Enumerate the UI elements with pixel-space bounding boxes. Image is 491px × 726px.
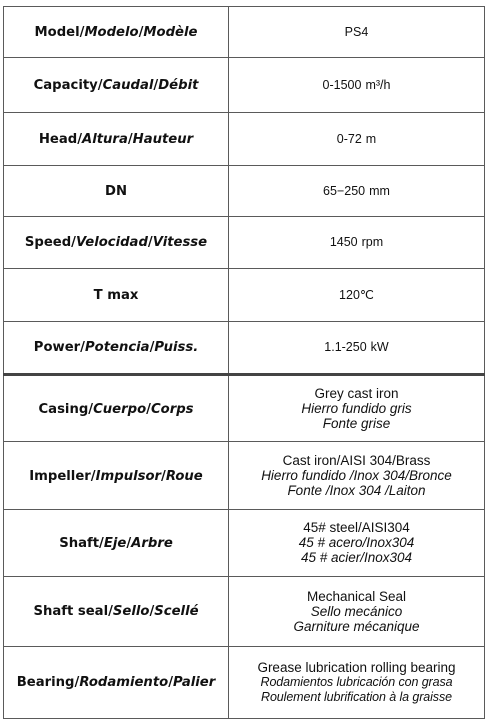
row-label: DN — [105, 183, 127, 199]
label-cell — [4, 166, 229, 216]
label-fr: Modèle — [143, 25, 198, 41]
table-row — [4, 576, 485, 646]
row-label: Capacity/Caudal/Débit — [33, 78, 199, 94]
row-label: T max — [93, 287, 139, 303]
table-row — [4, 510, 485, 576]
label-cell — [4, 58, 229, 113]
row-label: Speed/Velocidad/Vitesse — [24, 235, 208, 251]
tmax-value: 120 — [339, 287, 360, 302]
spec-table — [3, 6, 485, 719]
label-fr: Palier — [173, 675, 216, 691]
material-es: Rodamientos lubricación con grasa — [260, 674, 453, 689]
label-cell — [4, 7, 229, 58]
label-en: Model — [34, 25, 80, 41]
label-fr: Scellé — [154, 604, 199, 620]
shaft-material — [229, 520, 484, 565]
row-label: Head/Altura/Hauteur — [38, 132, 194, 148]
table-row — [4, 374, 485, 441]
label-fr: Vitesse — [152, 235, 208, 251]
table-row — [4, 166, 485, 216]
row-label: Impeller/Impulsor/Roue — [29, 468, 203, 484]
capacity-value: 0-1500 — [322, 78, 362, 93]
table-row — [4, 58, 485, 113]
material-en: Grease lubrication rolling bearing — [257, 659, 456, 675]
value-cell — [229, 113, 485, 166]
power-value: 1.1-250 — [324, 340, 367, 355]
value-cell — [229, 321, 485, 374]
table-row — [4, 7, 485, 58]
material-es: Sello mecánico — [310, 603, 403, 619]
label-cell — [4, 268, 229, 321]
shaft-seal-material — [229, 589, 484, 634]
table-row — [4, 216, 485, 268]
value-cell — [229, 510, 485, 576]
label-fr: Roue — [165, 468, 203, 484]
label-en: Capacity — [33, 78, 98, 94]
label-es: Impulsor — [95, 468, 162, 484]
label-en: Impeller — [29, 468, 91, 484]
table-row — [4, 321, 485, 374]
table-row — [4, 646, 485, 718]
label-cell — [4, 510, 229, 576]
value-cell — [229, 216, 485, 268]
material-en: Cast iron/AISI 304/Brass — [282, 453, 431, 469]
label-cell — [4, 576, 229, 646]
value-cell — [229, 58, 485, 113]
speed-value: 1450 — [329, 235, 358, 250]
label-es: Cuerpo — [93, 401, 147, 417]
label-cell — [4, 442, 229, 510]
label-cell — [4, 113, 229, 166]
material-en: Mechanical Seal — [306, 588, 407, 604]
row-label: Shaft seal/Sello/Scellé — [33, 604, 199, 620]
label-en: Head — [38, 132, 78, 148]
value-cell — [229, 7, 485, 58]
bearing-material — [229, 660, 484, 705]
material-fr: Fonte /Inox 304 /Laiton — [287, 483, 426, 499]
label-es: Caudal — [102, 78, 154, 94]
label-en: Bearing — [16, 675, 75, 691]
row-label: Model/Modelo/Modèle — [34, 25, 198, 41]
material-es: Hierro fundido /Inox 304/Bronce — [261, 468, 452, 484]
dn-unit: mm — [369, 183, 390, 198]
label-cell — [4, 321, 229, 374]
label-cell — [4, 646, 229, 718]
casing-material — [229, 386, 484, 431]
row-label: Bearing/Rodamiento/Palier — [16, 675, 216, 691]
label-fr: Hauteur — [132, 132, 194, 148]
material-en: 45# steel/AISI304 — [303, 520, 410, 536]
label-es: Eje — [103, 535, 127, 551]
label-en: Shaft seal — [33, 604, 109, 620]
label-es: Sello — [112, 604, 150, 620]
material-fr: Fonte grise — [322, 416, 391, 432]
value-cell — [229, 268, 485, 321]
head-value: 0-72 — [336, 132, 362, 147]
power-unit: kW — [370, 340, 389, 355]
material-fr: Garniture mécanique — [293, 618, 420, 634]
label-fr: Arbre — [131, 535, 173, 551]
material-es: Hierro fundido gris — [301, 401, 412, 417]
material-fr: 45 # acier/Inox304 — [300, 550, 413, 566]
label-cell — [4, 216, 229, 268]
label-es: Modelo — [84, 25, 139, 41]
capacity-unit: m³/h — [365, 78, 391, 93]
value-cell — [229, 442, 485, 510]
label-cell — [4, 374, 229, 441]
material-en: Grey cast iron — [314, 386, 399, 402]
tmax-unit: ℃ — [359, 287, 374, 302]
head-unit: m — [365, 132, 377, 147]
model-value: PS4 — [344, 25, 369, 40]
label-en: Power — [33, 340, 81, 356]
value-cell — [229, 576, 485, 646]
material-es: 45 # acero/Inox304 — [298, 535, 415, 551]
impeller-material — [229, 453, 484, 498]
table-row — [4, 113, 485, 166]
row-label: Casing/Cuerpo/Corps — [38, 401, 194, 417]
dn-value: 65−250 — [323, 183, 366, 198]
table-row — [4, 268, 485, 321]
row-label: Power/Potencia/Puiss. — [33, 340, 199, 356]
label-en: Casing — [38, 401, 89, 417]
value-cell — [229, 646, 485, 718]
label-es: Altura — [82, 132, 128, 148]
label-es: Rodamiento — [79, 675, 169, 691]
speed-unit: rpm — [361, 235, 384, 250]
value-cell — [229, 166, 485, 216]
label-es: Potencia — [84, 340, 150, 356]
label-en: Speed — [24, 235, 72, 251]
label-fr: Corps — [150, 401, 194, 417]
label-fr: Puiss. — [154, 340, 199, 356]
label-en: Shaft — [59, 535, 100, 551]
table-row — [4, 442, 485, 510]
value-cell — [229, 374, 485, 441]
label-es: Velocidad — [76, 235, 148, 251]
material-fr: Roulement lubrification à la graisse — [261, 689, 452, 704]
row-label: Shaft/Eje/Arbre — [59, 535, 173, 551]
label-fr: Débit — [158, 78, 199, 94]
